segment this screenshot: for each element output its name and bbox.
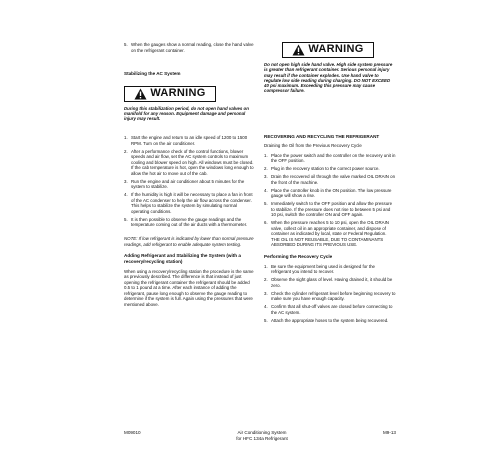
step-number: 4.: [124, 192, 128, 198]
list-item: [264, 174, 396, 185]
step-text: Drain the recovered oil through the valve marked OIL DRAIN on the front of the machine.: [271, 174, 396, 185]
step-number: 3.: [264, 174, 268, 180]
warning-triangle-icon: [134, 88, 147, 100]
adding-paragraph: When using a recovery/recycling station the procedure is the same as previously described. The difference is that instead of just opening the refrigerant container the refrigerant should be added 0.5 to 1 pound at a time. After each instance of adding the refrigerant, pause long enough to observe the gauge reading to determine if the system is full. Again using the pressures that were mentioned above.: [124, 268, 254, 307]
step-text: Attach the appropriate hoses to the system being recovered.: [271, 317, 389, 323]
warning-triangle-icon: [292, 44, 305, 56]
list-item: [264, 188, 396, 199]
note-text: NOTE: If low refrigerant is indicated by lower than normal pressure readings, add refrigerant to enable adequate system testing.: [124, 236, 254, 247]
list-item: [264, 153, 396, 164]
step-number: 5.: [264, 317, 268, 323]
step-text: Be sure the equipment being used is designed for the refrigerant you intend to recover.: [271, 263, 375, 275]
section-heading-adding: Adding Refrigerant and Stabilizing the System (with a recovery/recycling station): [124, 253, 241, 265]
list-item: [264, 201, 396, 218]
footer-page-number: M9-13: [382, 430, 396, 435]
footer-title-line1: Air Conditioning System: [237, 430, 287, 435]
step-text: Immediately switch to the OFF position and allow the pressure to stabilize. If the pressure does not rise to between 5 psi and 10 psi, switch the controller ON and OFF again.: [271, 201, 393, 218]
section-heading-stabilizing: Stabilizing the AC System: [124, 71, 181, 76]
right-column: [264, 42, 396, 326]
step-number: 1.: [264, 263, 268, 269]
list-item: [124, 217, 256, 228]
step-text: Start the engine and return to an idle speed of 1200 to 1500 RPM. Turn on the air conditioner.: [131, 135, 248, 146]
step-text: It is then possible to observe the gauge readings and the temperature coming out of the air ducts with a thermometer.: [131, 216, 248, 228]
warning-text: Do not open high side hand valve. High side system pressure is greater than refrigerant container. Serious personal injury may result if the container explodes. Use hand valve to regulate low side reading during charging. DO NOT EXCEED 40 psi maximum. Exceeding this pressure may cause compressor failure.: [264, 62, 393, 94]
step-text: After a performance check of the control functions, blower speeds and air flow, set the AC system controls to maximum cooling and blower speed on high. All windows must be closed. If the cab temperature is hot, open the windows long enough to allow the hot air to move out of the cab.: [131, 148, 254, 176]
warning-text: During this stabilization period, do not open hand valves on manifold for any reason. Equipment damage and personal injury may result.: [124, 105, 249, 122]
step-number: 5.: [124, 216, 128, 222]
step-text: When the gauges show a normal reading, close the hand valve on the refrigerant container.: [131, 42, 254, 53]
step-number: 2.: [124, 148, 128, 154]
list-item: [264, 220, 396, 248]
step-text: Confirm that all shut-off valves are closed before connecting to the AC system.: [271, 304, 393, 315]
step-text: Plug in the recovery station to the correct power source.: [271, 166, 380, 172]
step-number: 2.: [264, 277, 268, 283]
step-number: 6.: [264, 220, 268, 226]
subheading-draining: Draining the Oil from the Previous Recovery Cycle: [264, 143, 362, 149]
step-text: Place the power switch and the controller on the recovery unit in the OFF position.: [271, 152, 396, 164]
warning-box: [282, 42, 374, 58]
footer-title: [222, 430, 302, 441]
step-number: 3.: [124, 178, 128, 184]
warning-box: [124, 86, 216, 102]
step-number: 4.: [264, 187, 268, 193]
list-item: [124, 42, 256, 53]
step-number: 1.: [264, 152, 268, 158]
list-item: [124, 192, 256, 214]
left-column: [124, 71, 256, 307]
stabilize-steps: [124, 135, 256, 228]
recover-steps: [264, 153, 396, 248]
step-text: Observe the sight glass of level. Having drained it, it should be zero.: [271, 277, 393, 288]
footer-doc-number: M09010: [124, 430, 141, 435]
list-item: [124, 149, 256, 177]
step-number: 1.: [124, 135, 128, 141]
step-text: Place the controller knob in the ON position. The low pressure gauge will show a rise.: [271, 187, 392, 199]
step-text: Check the cylinder refrigerant level before beginning recovery to make sure you have enough capacity.: [271, 290, 396, 302]
step-text: When the pressure reaches 5 to 10 psi, open the OIL DRAIN valve, collect oil in an appropriate container, and dispose of container as indicated by local, state or Federal Regulation. THE OIL IS NOT REUSABLE, DUE TO CONTAMINANTS ABSORBED DURING ITS PREVIOUS USE.: [271, 220, 389, 248]
step-text: If the humidity is high it will be necessary to place a fan in front of the AC condenser to help the air flow across the condenser. This helps to stabilize the system by simulating normal operating conditions.: [131, 192, 253, 214]
section-heading-recovering: RECOVERING AND RECYCLING THE REFRIGERANT: [264, 133, 380, 139]
warning-label: WARNING: [308, 43, 364, 56]
list-item: [264, 318, 396, 324]
perform-steps: [264, 264, 396, 324]
list-item: [264, 277, 396, 288]
top-step: [124, 42, 256, 56]
list-item: [264, 304, 396, 315]
list-item: [264, 264, 396, 275]
step-number: 5.: [124, 42, 128, 47]
footer-title-line2: for HFC 134a Refrigerant: [236, 435, 288, 441]
list-item: [264, 166, 396, 172]
step-number: 5.: [264, 201, 268, 207]
step-text: Run the engine and air conditioner about 5 minutes for the system to stabilize.: [131, 178, 245, 190]
section-heading-performing: Performing the Recovery Cycle: [264, 254, 333, 260]
step-number: 4.: [264, 304, 268, 310]
list-item: [124, 135, 256, 146]
list-item: [124, 179, 256, 190]
warning-label: WARNING: [150, 86, 206, 99]
step-number: 2.: [264, 166, 268, 172]
step-number: 3.: [264, 290, 268, 296]
list-item: [264, 291, 396, 302]
